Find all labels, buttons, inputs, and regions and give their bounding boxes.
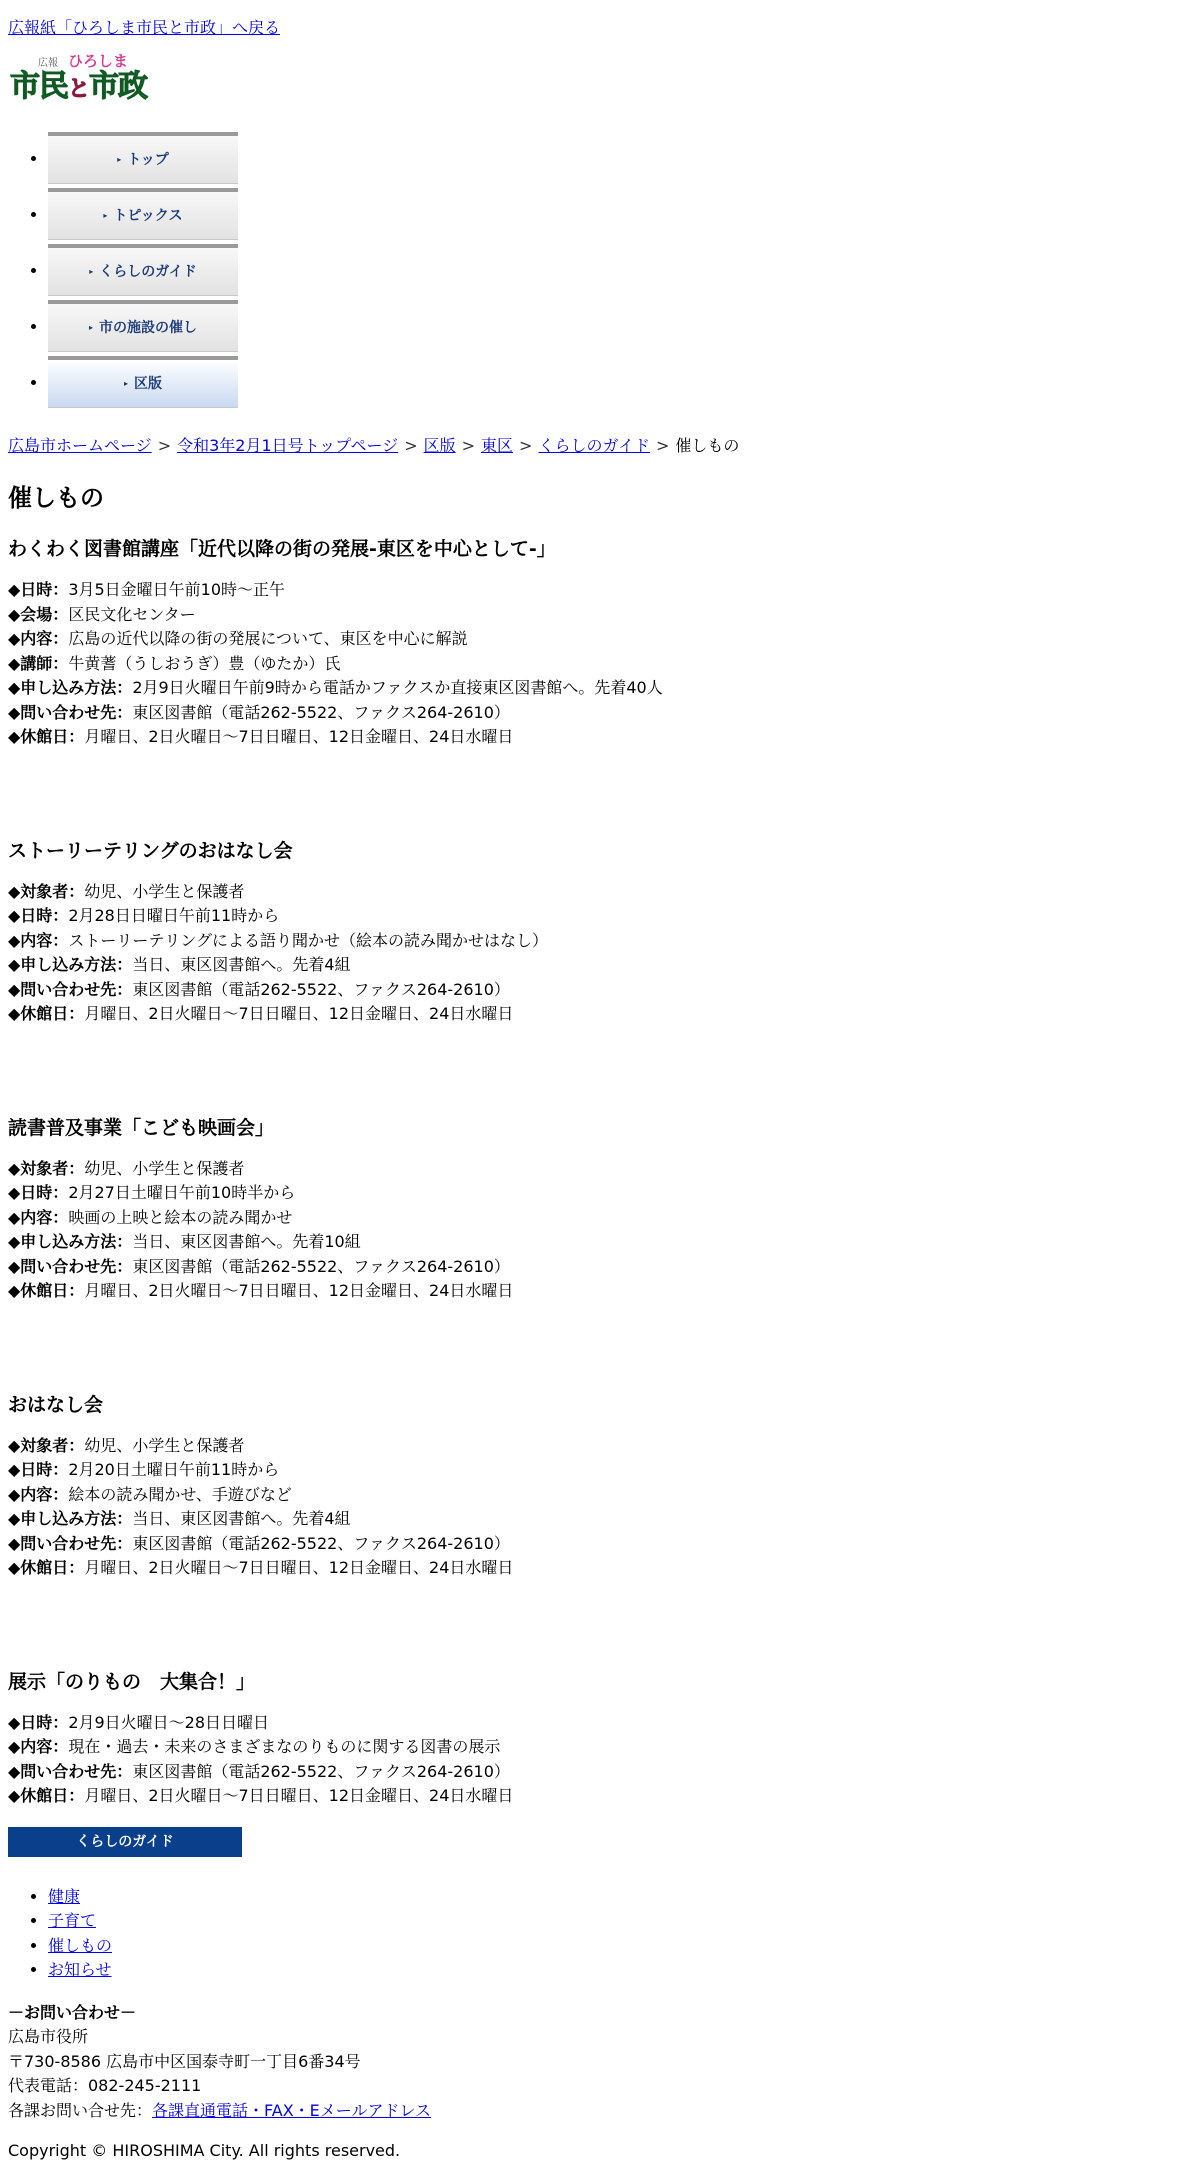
detail-label: ◆問い合わせ先： [8,1533,133,1553]
detail-label: ◆休館日： [8,727,85,746]
guide-section-banner: くらしのガイド [8,1827,242,1857]
event-detail-line [8,953,1192,978]
event-detail-line [8,578,1192,603]
logo-part1: 市民 [10,69,68,104]
guide-subnav [8,1885,1192,1983]
detail-label: ◆対象者： [8,881,85,901]
spacer [8,750,1192,816]
event-detail-line [8,1483,1192,1508]
detail-label: ◆問い合わせ先： [8,702,133,722]
triangle-right-icon: ▸ [89,267,94,276]
contact-other [8,2099,1192,2124]
detail-label: ◆内容： [8,1484,69,1504]
detail-label: ◆問い合わせ先： [8,1256,133,1276]
detail-label: ◆問い合わせ先： [8,1761,133,1781]
breadcrumb-link-home[interactable]: 広島市ホームページ [8,436,152,455]
gnav-item-topics [48,188,1192,244]
event-detail-line [8,1556,1192,1581]
gnav-item-ward [48,356,1192,412]
spacer [8,1304,1192,1370]
event-detail-line [8,652,1192,677]
detail-value: 幼児、小学生と保護者 [84,1158,245,1178]
event-title: 読書普及事業「こども映画会」 [8,1116,275,1139]
detail-value: 2月9日火曜日午前9時から電話かファクスか直接東区図書館へ。先着40人 [132,678,663,697]
event-detail-line [8,978,1192,1003]
contact-org: 広島市役所 [8,2027,89,2046]
detail-label: ◆会場： [8,604,69,624]
event-detail-line [8,1532,1192,1557]
detail-value: 3月5日金曜日午前10時～正午 [68,580,286,599]
detail-value: 月曜日、2日火曜日～7日日曜日、12日金曜日、24日水曜日 [84,1004,514,1023]
detail-label: ◆日時： [8,580,69,599]
gnav-item-top [48,132,1192,188]
breadcrumb-separator: > [157,436,172,455]
event-detail-line [8,1784,1192,1809]
event-detail-line [8,1230,1192,1255]
subnav-link-events[interactable]: 催しもの [48,1935,113,1955]
event-detail-line [8,1434,1192,1459]
contact-other-label: 各課お問い合せ先： [8,2100,153,2120]
detail-value: 2月9日火曜日～28日日曜日 [68,1712,270,1732]
detail-label: ◆内容： [8,629,69,648]
triangle-right-icon: ▸ [123,379,128,388]
event-details [8,1157,1192,1304]
contact-heading-text: －お問い合わせ－ [8,2002,137,2022]
detail-label: ◆問い合わせ先： [8,979,133,999]
subnav-item [48,1958,1192,1983]
breadcrumb-separator: > [519,436,533,455]
detail-value: 広島の近代以降の街の発展について、東区を中心に解説 [68,629,468,648]
nav-button-topics[interactable] [48,188,238,240]
detail-label: ◆休館日： [8,1786,85,1805]
event-detail-line [8,1760,1192,1785]
event-detail-line [8,1507,1192,1532]
event-detail-line [8,1735,1192,1760]
nav-button-guide[interactable] [48,244,238,296]
global-nav [8,132,1192,412]
detail-value: 2月20日土曜日午前11時から [68,1460,280,1479]
detail-label: ◆講師： [8,653,69,673]
detail-label: ◆日時： [8,1460,69,1479]
event-detail-line [8,1206,1192,1231]
detail-value: 幼児、小学生と保護者 [84,881,245,901]
detail-value: 牛黄蓍（うしおうぎ）豊（ゆたか）氏 [68,653,341,673]
detail-value: 東区図書館（電話262-5522、ファクス264-2610） [132,702,510,722]
detail-value: 月曜日、2日火曜日～7日日曜日、12日金曜日、24日水曜日 [84,1558,514,1577]
event-detail-line [8,1711,1192,1736]
detail-label: ◆内容： [8,1207,69,1227]
event-details [8,578,1192,750]
event-detail-line [8,1458,1192,1483]
breadcrumb-separator: > [461,436,476,455]
detail-value: 東区図書館（電話262-5522、ファクス264-2610） [132,979,510,999]
nav-button-top[interactable] [48,132,238,184]
event-section [8,1113,1192,1304]
triangle-right-icon: ▸ [103,211,108,220]
detail-label: ◆日時： [8,1712,69,1732]
detail-label: ◆日時： [8,906,69,925]
detail-value: 幼児、小学生と保護者 [84,1435,245,1455]
detail-label: ◆休館日： [8,1558,85,1577]
event-detail-line [8,1157,1192,1182]
detail-label: ◆休館日： [8,1281,85,1300]
event-title: ストーリーテリングのおはなし会 [8,839,293,862]
detail-value: 月曜日、2日火曜日～7日日曜日、12日金曜日、24日水曜日 [84,1786,514,1805]
breadcrumb-separator: > [655,436,670,455]
logo-part3: 市政 [89,69,148,104]
detail-label: ◆申し込み方法： [8,678,133,697]
nav-label: 区版 [134,376,162,392]
detail-label: ◆申し込み方法： [8,1509,133,1528]
triangle-right-icon: ▸ [117,155,122,164]
spacer [8,1581,1192,1647]
detail-label: ◆申し込み方法： [8,1232,133,1251]
copyright: Copyright © HIROSHIMA City. All rights reserved. [8,2141,401,2160]
nav-label: トップ [127,152,169,168]
nav-label: くらしのガイド [99,264,197,280]
event-detail-line [8,1279,1192,1304]
detail-value: 当日、東区図書館へ。先着4組 [132,955,351,974]
logo-part2: と [68,77,90,102]
page-title: 催しもの [8,484,104,512]
contact-heading [8,2001,1192,2026]
gnav-item-facilities [48,300,1192,356]
subnav-link-health[interactable]: 健康 [48,1886,81,1906]
logo-small-text: 広報 [38,58,58,69]
event-details [8,880,1192,1027]
event-detail-line [8,929,1192,954]
contact-directory-link[interactable]: 各課直通電話・FAX・Eメールアドレス [152,2100,431,2120]
nav-button-ward[interactable] [48,356,238,408]
detail-value: 月曜日、2日火曜日～7日日曜日、12日金曜日、24日水曜日 [84,1281,514,1300]
detail-value: 当日、東区図書館へ。先着4組 [132,1509,351,1528]
subnav-link-notices[interactable]: お知らせ [48,1960,112,1979]
nav-label: 市の施設の催し [99,320,197,336]
detail-value: 絵本の読み聞かせ、手遊びなど [68,1484,292,1504]
event-section [8,534,1192,750]
event-detail-line [8,603,1192,628]
event-detail-line [8,880,1192,905]
event-detail-line [8,904,1192,929]
detail-value: 月曜日、2日火曜日～7日日曜日、12日金曜日、24日水曜日 [84,727,514,746]
event-detail-line [8,627,1192,652]
contact-phone: 代表電話：082-245-2111 [8,2076,202,2095]
detail-value: 現在・過去・未来のさまざまなのりものに関する図書の展示 [68,1737,501,1756]
contact-info [8,2001,1192,2124]
event-detail-line [8,701,1192,726]
nav-label: トピックス [113,208,183,224]
subnav-item [48,1885,1192,1910]
event-title: 展示「のりもの 大集合！」 [8,1670,256,1693]
detail-value: 東区図書館（電話262-5522、ファクス264-2610） [132,1533,510,1553]
detail-label: ◆対象者： [8,1435,85,1455]
detail-value: ストーリーテリングによる語り聞かせ（絵本の読み聞かせはなし） [68,930,548,950]
subnav-item [48,1909,1192,1934]
detail-value: 区民文化センター [68,604,196,624]
detail-value: 2月28日日曜日午前11時から [68,906,280,925]
detail-label: ◆申し込み方法： [8,955,133,974]
breadcrumb-link-issue-top[interactable]: 令和3年2月1日号トップページ [177,436,399,455]
breadcrumb [8,434,1192,458]
detail-label: ◆対象者： [8,1158,85,1178]
detail-label: ◆内容： [8,930,69,950]
breadcrumb-current: 催しもの [675,436,740,455]
event-detail-line [8,1002,1192,1027]
back-to-newsletter-link[interactable]: 広報紙「ひろしま市民と市政」へ戻る [8,18,281,37]
gnav-item-guide [48,244,1192,300]
detail-label: ◆日時： [8,1183,69,1202]
event-details [8,1711,1192,1809]
detail-value: 映画の上映と絵本の読み聞かせ [68,1207,293,1227]
event-title: わくわく図書館講座「近代以降の街の発展-東区を中心として-」 [8,538,556,560]
breadcrumb-link-higashi-ward[interactable]: 東区 [481,436,514,455]
detail-label: ◆内容： [8,1737,69,1756]
event-detail-line [8,1255,1192,1280]
detail-value: 東区図書館（電話262-5522、ファクス264-2610） [132,1256,510,1276]
event-detail-line [8,725,1192,750]
event-section [8,1390,1192,1581]
logo-main-text [10,70,147,107]
subnav-link-childcare[interactable]: 子育て [48,1911,97,1930]
subnav-item [48,1934,1192,1959]
event-title: おはなし会 [8,1393,104,1416]
breadcrumb-separator: > [404,436,418,455]
triangle-right-icon: ▸ [88,323,93,332]
event-detail-line [8,1181,1192,1206]
breadcrumb-link-guide[interactable]: くらしのガイド [538,436,650,455]
logo-hiragana-text: ひろしま [68,52,129,70]
event-section [8,1667,1192,1809]
nav-button-facilities[interactable] [48,300,238,352]
event-details [8,1434,1192,1581]
site-logo[interactable] [8,52,158,106]
detail-value: 東区図書館（電話262-5522、ファクス264-2610） [132,1761,510,1781]
contact-address: 〒730-8586 広島市中区国泰寺町一丁目6番34号 [8,2051,361,2071]
detail-label: ◆休館日： [8,1004,85,1023]
spacer [8,1027,1192,1093]
breadcrumb-link-ward-edition[interactable]: 区版 [423,436,456,455]
detail-value: 2月27日土曜日午前10時半から [68,1183,296,1202]
event-detail-line [8,676,1192,701]
detail-value: 当日、東区図書館へ。先着10組 [132,1232,361,1251]
event-section [8,836,1192,1027]
